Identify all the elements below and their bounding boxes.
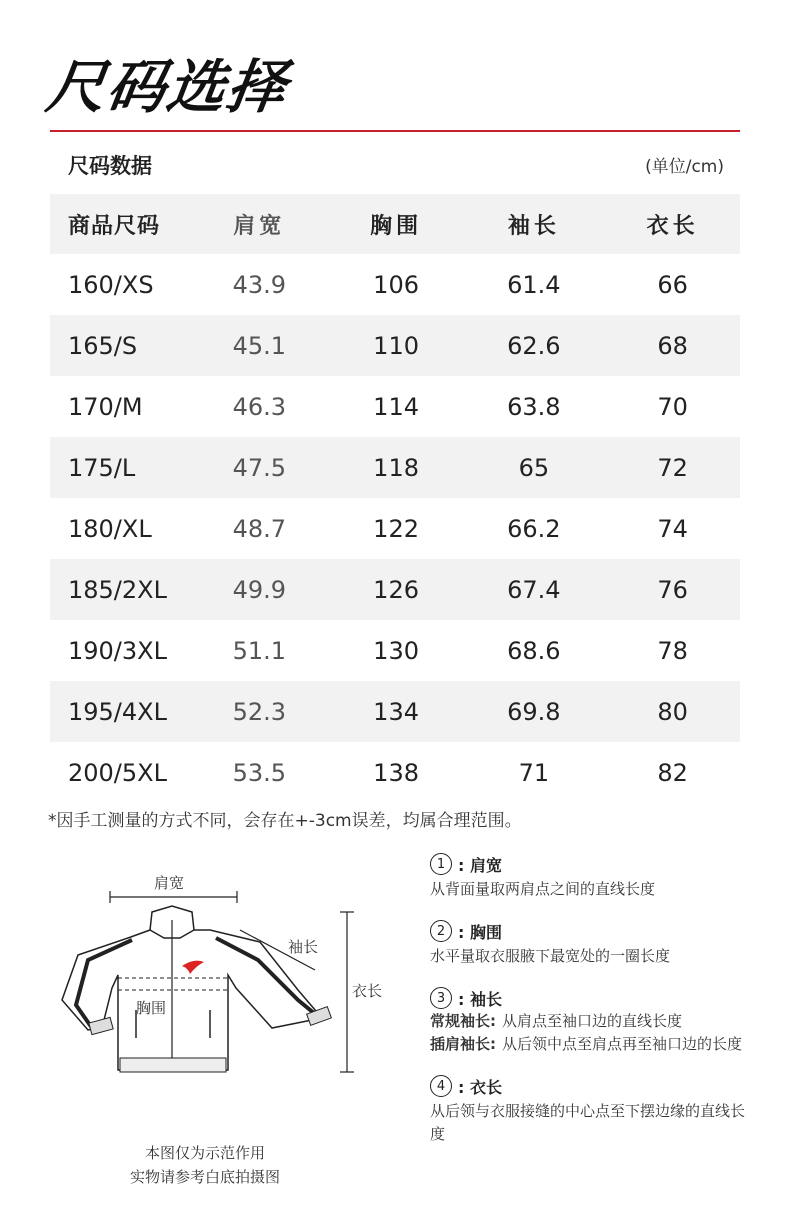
label-shoulder: 肩宽 — [154, 874, 185, 892]
cell-sleeve: 61.4 — [507, 270, 561, 299]
size-table — [50, 194, 740, 803]
definition-title: : 衣长 — [458, 1077, 502, 1097]
cell-size: 185/2XL — [68, 575, 167, 604]
cell-shoulder: 45.1 — [232, 331, 287, 360]
number-badge: 3 — [430, 987, 452, 1009]
cell-length: 82 — [657, 758, 688, 787]
cell-size: 165/S — [68, 331, 138, 360]
cell-shoulder: 48.7 — [232, 514, 287, 543]
header-chest: 胸围 — [370, 213, 423, 239]
header-shoulder: 肩宽 — [233, 213, 286, 239]
label-chest: 胸围 — [136, 999, 167, 1017]
cell-sleeve: 67.4 — [507, 575, 561, 604]
unit-label: (单位/cm) — [645, 157, 724, 177]
cell-shoulder: 53.5 — [232, 758, 287, 787]
cell-length: 74 — [657, 514, 688, 543]
number-badge: 2 — [430, 920, 452, 942]
definition-sleeve — [430, 986, 750, 1056]
header-size: 商品尺码 — [68, 213, 161, 239]
cell-chest: 138 — [373, 758, 419, 787]
definition-text: 从后领与衣服接缝的中心点至下摆边缘的直线长度 — [430, 1102, 746, 1143]
header-length: 衣长 — [646, 213, 699, 239]
cell-size: 170/M — [68, 392, 143, 421]
cell-size: 180/XL — [68, 514, 152, 543]
cell-length: 72 — [657, 453, 688, 482]
cell-length: 70 — [657, 392, 688, 421]
table-row — [50, 681, 740, 742]
cell-sleeve: 68.6 — [507, 636, 561, 665]
cell-sleeve: 62.6 — [507, 331, 561, 360]
cell-sleeve: 65 — [518, 453, 550, 482]
cell-chest: 118 — [373, 453, 419, 482]
jacket-diagram — [40, 860, 400, 1100]
cell-shoulder: 49.9 — [232, 575, 287, 604]
cell-size: 160/XS — [68, 270, 154, 299]
cell-shoulder: 52.3 — [232, 697, 287, 726]
cell-sleeve: 71 — [518, 758, 550, 787]
cell-sleeve: 63.8 — [507, 392, 561, 421]
table-row — [50, 315, 740, 376]
cell-chest: 134 — [373, 697, 419, 726]
cell-chest: 126 — [373, 575, 419, 604]
diagram-caption-2: 实物请参考白底拍摄图 — [129, 1168, 280, 1186]
cell-shoulder: 51.1 — [232, 636, 287, 665]
number-badge: 1 — [430, 853, 452, 875]
definition-text: 水平量取衣服腋下最宽处的一圈长度 — [430, 947, 671, 965]
section-heading: 尺码数据 — [68, 154, 152, 178]
cell-chest: 110 — [373, 331, 419, 360]
regular-sleeve-text: 从肩点至袖口边的直线长度 — [502, 1012, 683, 1030]
raglan-sleeve-text: 从后领中点至肩点再至袖口边的长度 — [502, 1035, 743, 1053]
cell-length: 68 — [657, 331, 688, 360]
table-header-row — [50, 194, 740, 254]
definition-title: : 胸围 — [458, 922, 502, 942]
cell-chest: 122 — [373, 514, 419, 543]
cell-length: 80 — [657, 697, 688, 726]
measurement-definitions — [430, 852, 750, 1158]
cell-shoulder: 43.9 — [232, 270, 287, 299]
definition-text: 从背面量取两肩点之间的直线长度 — [430, 880, 656, 898]
regular-sleeve-key: 常规袖长: — [430, 1012, 496, 1030]
cell-size: 195/4XL — [68, 697, 167, 726]
jacket-illustration — [40, 860, 400, 1100]
table-row — [50, 254, 740, 315]
header-sleeve: 袖长 — [507, 213, 560, 239]
page-title: 尺码选择 — [42, 53, 293, 121]
definition-shoulder — [430, 852, 750, 901]
cell-size: 175/L — [68, 453, 136, 482]
cell-sleeve: 69.8 — [507, 697, 561, 726]
table-row — [50, 498, 740, 559]
label-length: 衣长 — [352, 982, 383, 1000]
definition-title: : 袖长 — [458, 989, 502, 1009]
tolerance-note: *因手工测量的方式不同，会存在+-3cm误差，均属合理范围。 — [48, 811, 522, 831]
cell-length: 78 — [657, 636, 688, 665]
cell-chest: 130 — [373, 636, 419, 665]
table-row — [50, 376, 740, 437]
table-row — [50, 559, 740, 620]
cell-length: 76 — [657, 575, 688, 604]
table-row — [50, 742, 740, 803]
definition-length — [430, 1074, 750, 1146]
cell-size: 190/3XL — [68, 636, 167, 665]
cell-size: 200/5XL — [68, 758, 167, 787]
definition-chest — [430, 919, 750, 968]
raglan-sleeve-key: 插肩袖长: — [430, 1035, 496, 1053]
cell-chest: 106 — [373, 270, 419, 299]
label-sleeve: 袖长 — [288, 938, 319, 956]
definition-title: : 肩宽 — [458, 855, 502, 875]
cell-length: 66 — [657, 270, 688, 299]
diagram-caption-1: 本图仅为示范作用 — [144, 1144, 265, 1162]
cell-sleeve: 66.2 — [507, 514, 561, 543]
divider — [50, 130, 740, 132]
cell-shoulder: 47.5 — [232, 453, 287, 482]
table-row — [50, 620, 740, 681]
table-row — [50, 437, 740, 498]
cell-shoulder: 46.3 — [232, 392, 287, 421]
cell-chest: 114 — [373, 392, 419, 421]
number-badge: 4 — [430, 1075, 452, 1097]
